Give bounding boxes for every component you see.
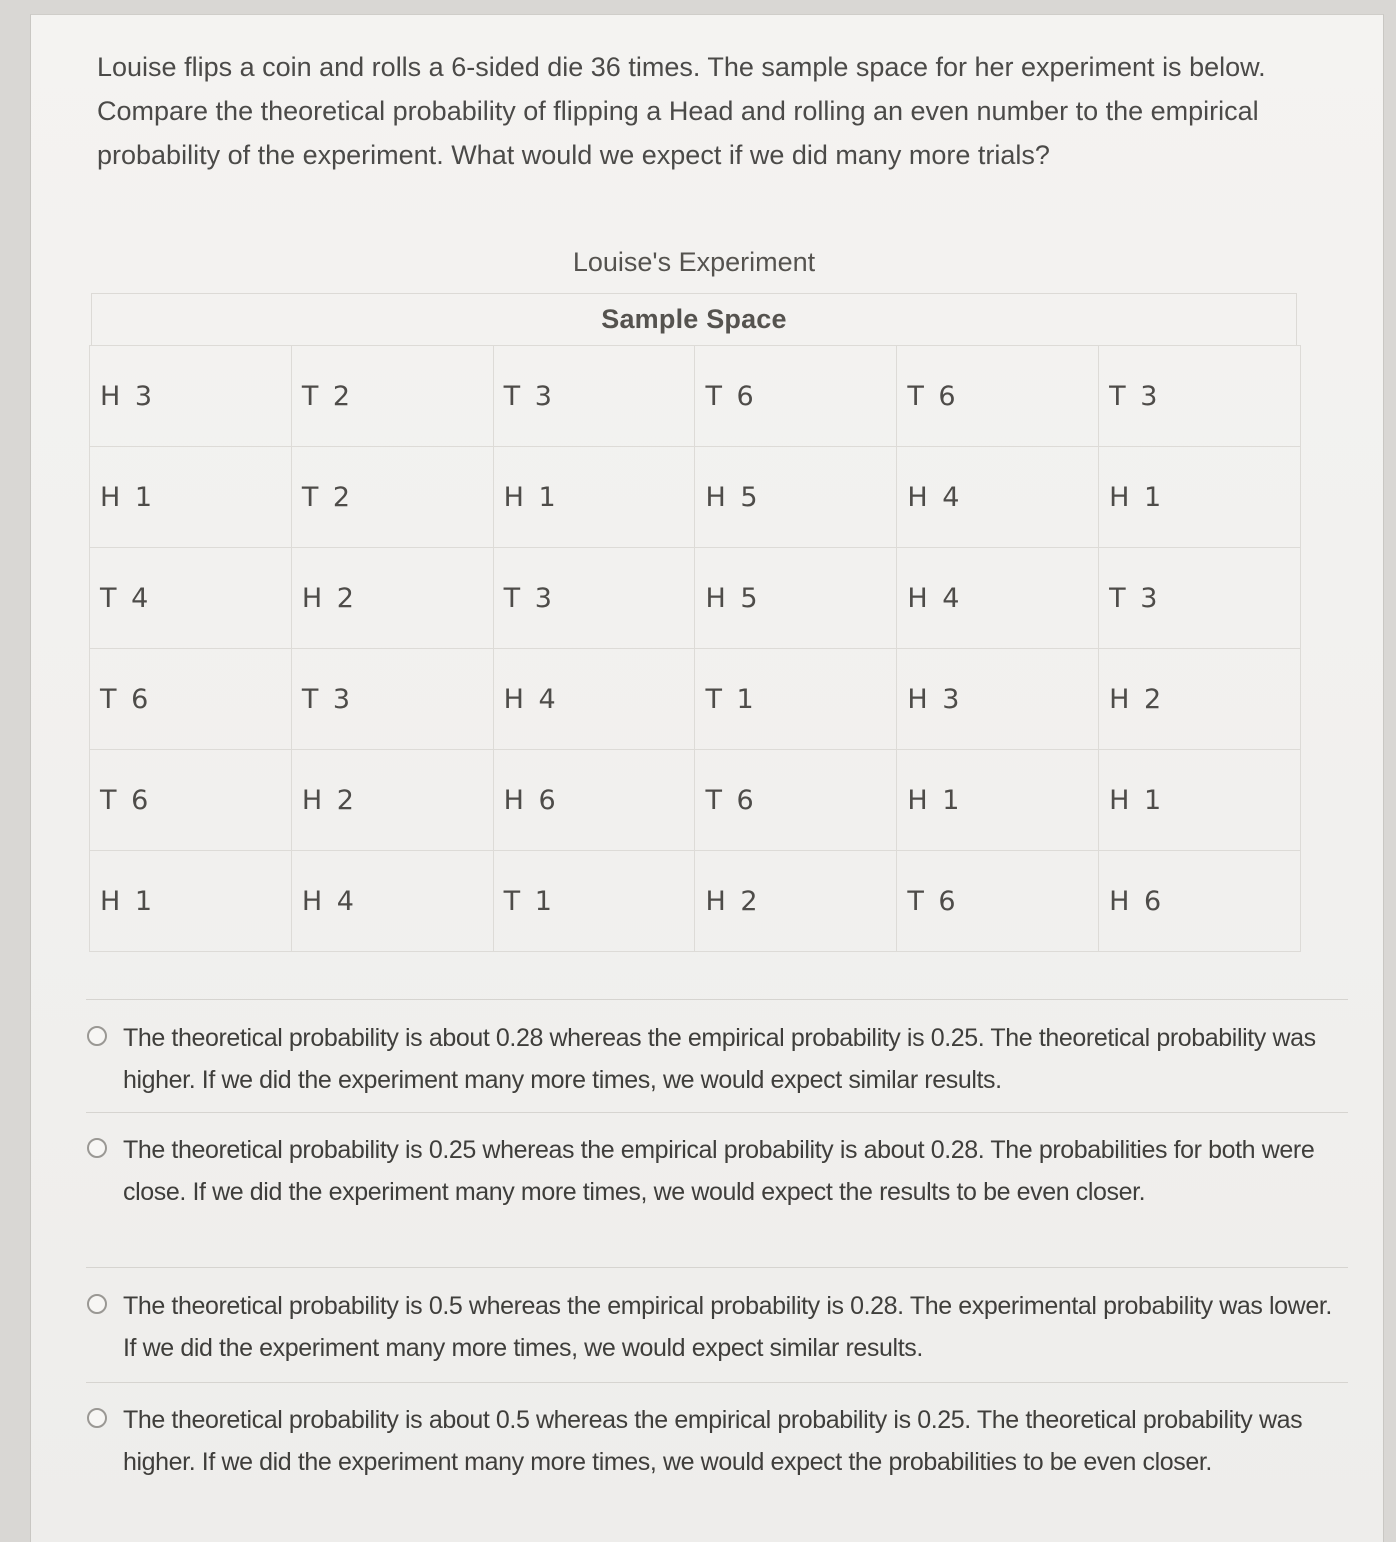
table-cell: H 2: [291, 548, 493, 649]
answer-option-a[interactable]: [87, 1017, 1347, 1101]
table-cell: H 1: [90, 851, 292, 952]
radio-button[interactable]: [87, 1138, 107, 1158]
table-row: [90, 447, 1301, 548]
table-cell: H 4: [897, 548, 1099, 649]
table-cell: H 1: [90, 447, 292, 548]
table-cell: H 6: [1099, 851, 1301, 952]
table-cell: T 6: [695, 750, 897, 851]
answer-option-c[interactable]: [87, 1285, 1347, 1369]
table-caption: Louise's Experiment: [572, 247, 816, 277]
table-cell: H 2: [1099, 649, 1301, 750]
table-row: [90, 649, 1301, 750]
radio-button[interactable]: [87, 1294, 107, 1314]
table-cell: H 1: [1099, 447, 1301, 548]
table-cell: H 1: [493, 447, 695, 548]
table-row: [90, 750, 1301, 851]
table-cell: H 1: [897, 750, 1099, 851]
table-cell: H 4: [493, 649, 695, 750]
table-row: [90, 851, 1301, 952]
answer-option-b[interactable]: [87, 1129, 1347, 1213]
table-cell: T 4: [90, 548, 292, 649]
table-cell: H 4: [291, 851, 493, 952]
answer-option-d[interactable]: [87, 1399, 1347, 1483]
table-cell: T 2: [291, 346, 493, 447]
table-cell: T 3: [493, 346, 695, 447]
table-cell: T 6: [90, 750, 292, 851]
table-cell: H 3: [90, 346, 292, 447]
answer-option-text: The theoretical probability is about 0.5 whereas the empirical probability is 0.25. The theoretical probability was higher. If we did the experiment many more times, we would expect the probabilities to be even closer.: [123, 1406, 1303, 1476]
divider: [86, 1382, 1348, 1383]
table-cell: T 1: [695, 649, 897, 750]
table-row: [90, 548, 1301, 649]
table-cell: H 3: [897, 649, 1099, 750]
table-cell: H 5: [695, 548, 897, 649]
table-cell: T 6: [90, 649, 292, 750]
answer-option-text: The theoretical probability is about 0.28 whereas the empirical probability is 0.25. The theoretical probability was higher. If we did the experiment many more times, we would expect similar results.: [123, 1024, 1316, 1094]
table-cell: T 2: [291, 447, 493, 548]
table-cell: H 2: [291, 750, 493, 851]
table-row: [90, 346, 1301, 447]
table-cell: T 1: [493, 851, 695, 952]
table-cell: T 3: [291, 649, 493, 750]
divider: [86, 1112, 1348, 1113]
divider: [86, 1267, 1348, 1268]
radio-button[interactable]: [87, 1026, 107, 1046]
answer-option-text: The theoretical probability is 0.25 whereas the empirical probability is about 0.28. The probabilities for both were close. If we did the experiment many more times, we would expect the results to be even closer.: [123, 1136, 1315, 1206]
table-cell: H 6: [493, 750, 695, 851]
table-cell: T 6: [897, 851, 1099, 952]
answer-option-text: The theoretical probability is 0.5 whereas the empirical probability is 0.28. The experimental probability was lower. If we did the experiment many more times, we would expect similar results.: [123, 1292, 1332, 1362]
question-page: [30, 14, 1384, 1542]
table-cell: H 4: [897, 447, 1099, 548]
table-cell: T 6: [695, 346, 897, 447]
table-cell: H 5: [695, 447, 897, 548]
question-text: Louise flips a coin and rolls a 6-sided die 36 times. The sample space for her experiment is below. Compare the theoretical probability of flipping a Head and rolling an even number to the empirical probability of the experiment. What would we expect if we did many more trials?: [97, 52, 1266, 170]
sample-space-table: [89, 345, 1301, 952]
table-cell: H 2: [695, 851, 897, 952]
divider: [86, 999, 1348, 1000]
table-cell: T 3: [1099, 346, 1301, 447]
table-cell: H 1: [1099, 750, 1301, 851]
table-cell: T 3: [1099, 548, 1301, 649]
radio-button[interactable]: [87, 1408, 107, 1428]
sample-space-header: Sample Space: [91, 293, 1297, 345]
table-cell: T 6: [897, 346, 1099, 447]
table-cell: T 3: [493, 548, 695, 649]
